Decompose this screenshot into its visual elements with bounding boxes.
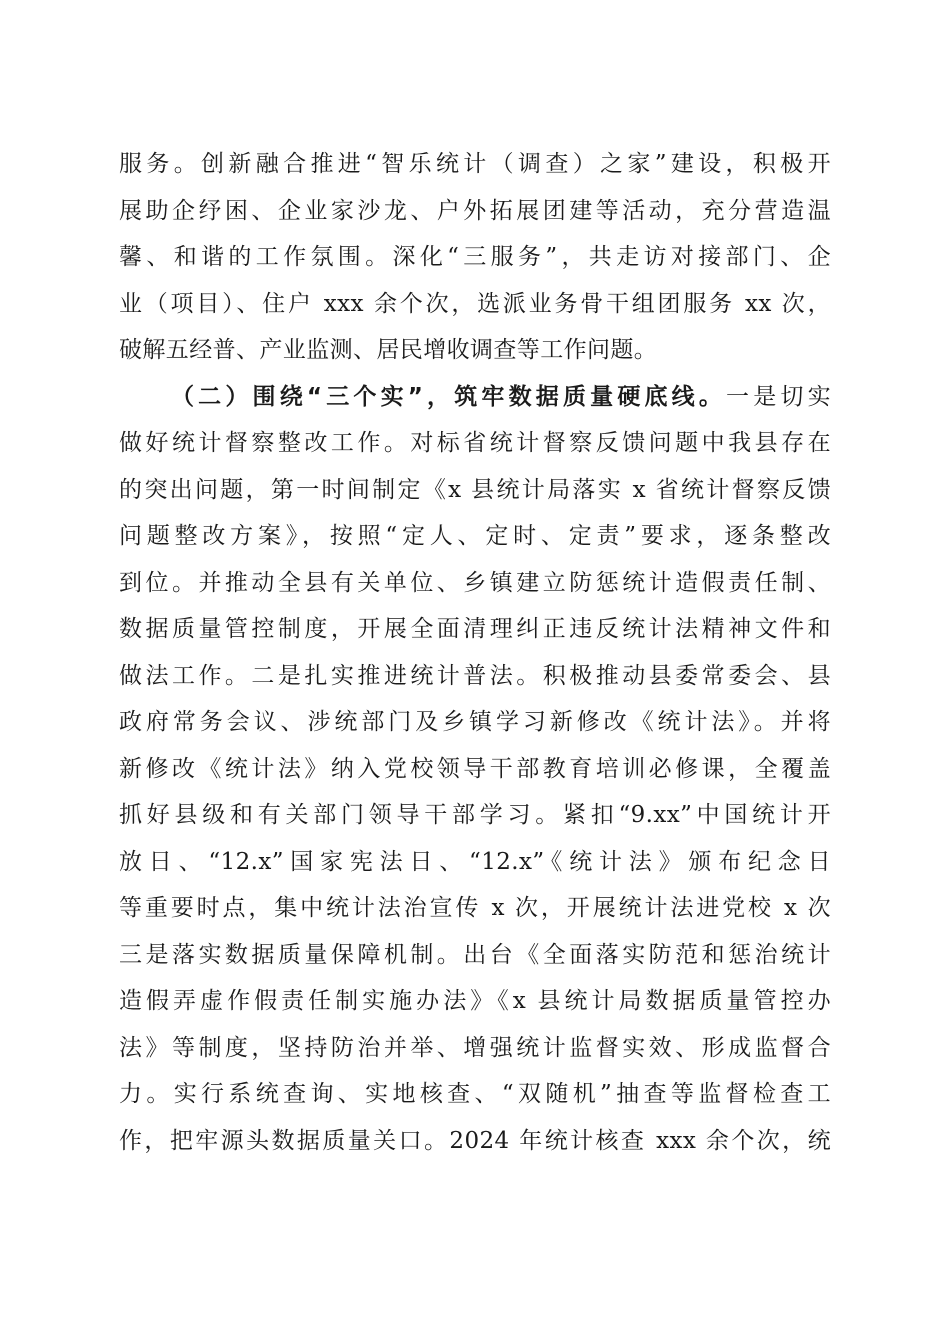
text-line: 三是落实数据质量保障机制。出台《全面落实防范和惩治统计 [119,941,831,968]
text-line: 力。实行系统查询、实地核查、“双随机”抽查等监督检查工 [119,1081,831,1107]
text-line: 业（项目）、住户 xxx 余个次，选派业务骨干组团服务 xx 次， [119,290,831,317]
text-line: 作，把牢源头数据质量关口。2024 年统计核查 xxx 余个次，统 [119,1127,831,1154]
text-line: 等重要时点，集中统计法治宣传 x 次，开展统计法进党校 x 次 [119,895,831,921]
text-line: 服务。创新融合推进“智乐统计（调查）之家”建设，积极开 [119,151,831,177]
text-run: 一是切实 [726,383,831,410]
text-line: 到位。并推动全县有关单位、乡镇建立防惩统计造假责任制、 [119,569,831,596]
section-heading-line [119,374,831,421]
text-line: 法》等制度，坚持防治并举、增强统计监督实效、形成监督合 [119,1034,831,1061]
text-line: 的突出问题，第一时间制定《x 县统计局落实 x 省统计督察反馈 [119,476,831,503]
text-line: 做法工作。二是扎实推进统计普法。积极推动县委常委会、县 [119,662,831,689]
text-line: 破解五经普、产业监测、居民增收调查等工作问题。 [119,337,658,363]
text-line: 馨、和谐的工作氛围。深化“三服务”，共走访对接部门、企 [119,244,831,270]
text-line: 数据质量管控制度，开展全面清理纠正违反统计法精神文件和 [119,616,831,642]
body-text [119,141,831,1164]
section-heading: （二）围绕“三个实”，筑牢数据质量硬底线。 [171,383,727,410]
text-line: 抓好县级和有关部门领导干部学习。紧扣“9.xx”中国统计开 [119,802,831,828]
text-line: 放日、“12.x”国家宪法日、“12.x”《统计法》颁布纪念日 [119,848,831,875]
text-line: 展助企纾困、企业家沙龙、户外拓展团建等活动，充分营造温 [119,197,831,224]
text-line: 新修改《统计法》纳入党校领导干部教育培训必修课，全覆盖 [119,755,831,782]
text-line: 做好统计督察整改工作。对标省统计督察反馈问题中我县存在 [119,430,831,456]
text-line: 问题整改方案》，按照“定人、定时、定责”要求，逐条整改 [119,523,831,549]
text-line: 造假弄虚作假责任制实施办法》《x 县统计局数据质量管控办 [119,988,831,1014]
text-line: 政府常务会议、涉统部门及乡镇学习新修改《统计法》。并将 [119,709,831,735]
